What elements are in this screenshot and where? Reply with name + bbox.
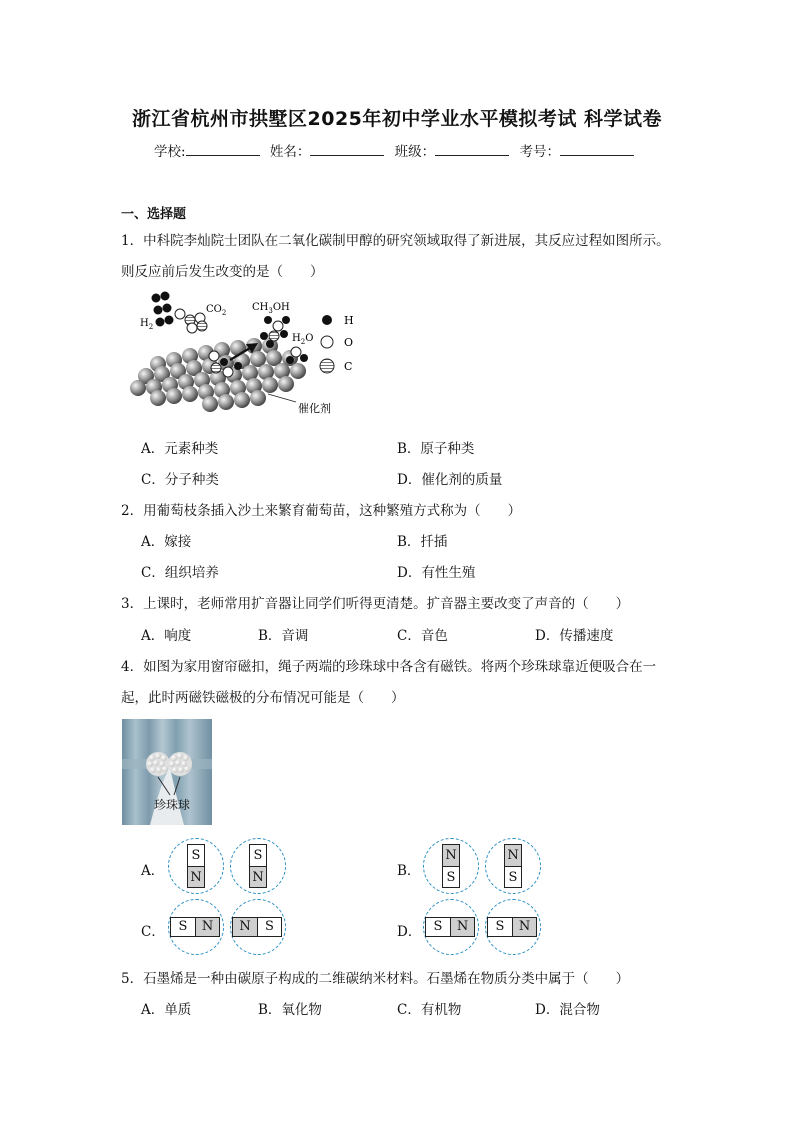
q4-option-a-label[interactable]: A． <box>141 863 165 879</box>
q2-option-a[interactable]: A．嫁接 <box>141 534 192 550</box>
svg-text:C: C <box>344 360 353 373</box>
number-label: 考号： <box>519 144 560 160</box>
legend <box>320 314 354 373</box>
exam-title: 浙江省杭州市拱墅区2025年初中学业水平模拟考试 科学试卷 <box>132 108 662 130</box>
co2-molecules <box>175 309 207 333</box>
q4-a-magnet-left[interactable] <box>168 838 224 894</box>
vertical-magnet: S N <box>249 844 267 888</box>
horizontal-magnet: S N <box>170 917 220 937</box>
curtain-image <box>122 719 212 825</box>
q4-d-magnet-left[interactable] <box>423 899 479 955</box>
q1-option-b[interactable]: B．原子种类 <box>397 441 475 457</box>
name-blank[interactable] <box>310 143 384 156</box>
class-blank[interactable] <box>435 143 509 156</box>
svg-text:O: O <box>344 336 354 349</box>
vertical-magnet: N S <box>442 844 460 888</box>
q1-stem-line1: 1．中科院李灿院士团队在二氧化碳制甲醇的研究领域取得了新进展，其反应过程如图所示。 <box>121 233 670 249</box>
q1-option-a[interactable]: A．元素种类 <box>141 441 219 457</box>
q1-stem-line2: 则反应前后发生改变的是（ ） <box>121 264 324 280</box>
co2-label: $CO_2$ <box>206 304 227 317</box>
svg-text:H: H <box>344 314 354 327</box>
reaction-diagram <box>118 286 378 420</box>
q2-option-c[interactable]: C．组织培养 <box>141 565 219 581</box>
student-info-line <box>0 140 794 160</box>
pearl-ball-left <box>146 752 170 776</box>
horizontal-magnet: S N <box>425 917 475 937</box>
q1-option-d[interactable]: D．催化剂的质量 <box>397 472 503 488</box>
catalyst-label: 催化剂 <box>298 402 331 415</box>
q4-option-d-label[interactable]: D． <box>397 924 422 940</box>
q5-stem: 5．石墨烯是一种由碳原子构成的二维碳纳米材料。石墨烯在物质分类中属于（ ） <box>121 971 630 987</box>
curtain-photo <box>122 719 212 825</box>
school-blank[interactable] <box>186 143 260 156</box>
q4-stem-line1: 4．如图为家用窗帘磁扣，绳子两端的珍珠球中各含有磁铁。将两个珍珠球靠近便吸合在一 <box>121 659 657 675</box>
q1-reaction-figure <box>118 286 378 420</box>
class-label: 班级： <box>394 144 436 160</box>
q3-option-a[interactable]: A．响度 <box>141 628 192 644</box>
ch3oh-label: $CH_3OH$ <box>252 302 290 315</box>
q4-c-magnet-right[interactable] <box>230 899 286 955</box>
catalyst-surface <box>130 338 306 412</box>
h2-label: $H_2$ <box>140 318 154 331</box>
pearl-ball-right <box>168 752 192 776</box>
q4-option-b-label[interactable]: B． <box>397 863 421 879</box>
h2-molecules <box>152 292 174 327</box>
horizontal-magnet: S N <box>487 917 537 937</box>
q2-option-b[interactable]: B．扦插 <box>397 534 448 550</box>
q4-c-magnet-left[interactable] <box>168 899 224 955</box>
q3-option-b[interactable]: B．音调 <box>258 628 309 644</box>
q4-b-magnet-right[interactable] <box>485 838 541 894</box>
q3-option-d[interactable]: D．传播速度 <box>535 628 614 644</box>
q1-option-c[interactable]: C．分子种类 <box>141 472 219 488</box>
section-title: 一、选择题 <box>121 207 187 222</box>
q2-option-d[interactable]: D．有性生殖 <box>397 565 476 581</box>
q3-stem: 3．上课时，老师常用扩音器让同学们听得更清楚。扩音器主要改变了声音的（ ） <box>121 596 630 612</box>
q5-option-b[interactable]: B．氧化物 <box>258 1002 322 1018</box>
q3-option-c[interactable]: C．音色 <box>397 628 448 644</box>
catalyst-pointer <box>268 394 296 402</box>
q4-a-magnet-right[interactable] <box>230 838 286 894</box>
h2o-label: $H_2O$ <box>292 333 314 346</box>
name-label: 姓名： <box>269 144 311 160</box>
school-label: 学校: <box>154 144 186 160</box>
vertical-magnet: S N <box>187 844 205 888</box>
q4-b-magnet-left[interactable] <box>423 838 479 894</box>
q2-stem: 2．用葡萄枝条插入沙土来繁育葡萄苗，这种繁殖方式称为（ ） <box>121 503 522 519</box>
q5-option-c[interactable]: C．有机物 <box>397 1002 462 1018</box>
vertical-magnet: N S <box>504 844 522 888</box>
horizontal-magnet: N S <box>232 917 282 937</box>
q4-option-c-label[interactable]: C． <box>141 924 165 940</box>
q4-stem-line2: 起，此时两磁铁磁极的分布情况可能是（ ） <box>121 690 405 706</box>
q5-option-d[interactable]: D．混合物 <box>535 1002 600 1018</box>
pearl-ball-label: 珍珠球 <box>154 798 191 812</box>
q5-option-a[interactable]: A．单质 <box>141 1002 192 1018</box>
number-blank[interactable] <box>560 143 634 156</box>
q4-d-magnet-right[interactable] <box>485 899 541 955</box>
